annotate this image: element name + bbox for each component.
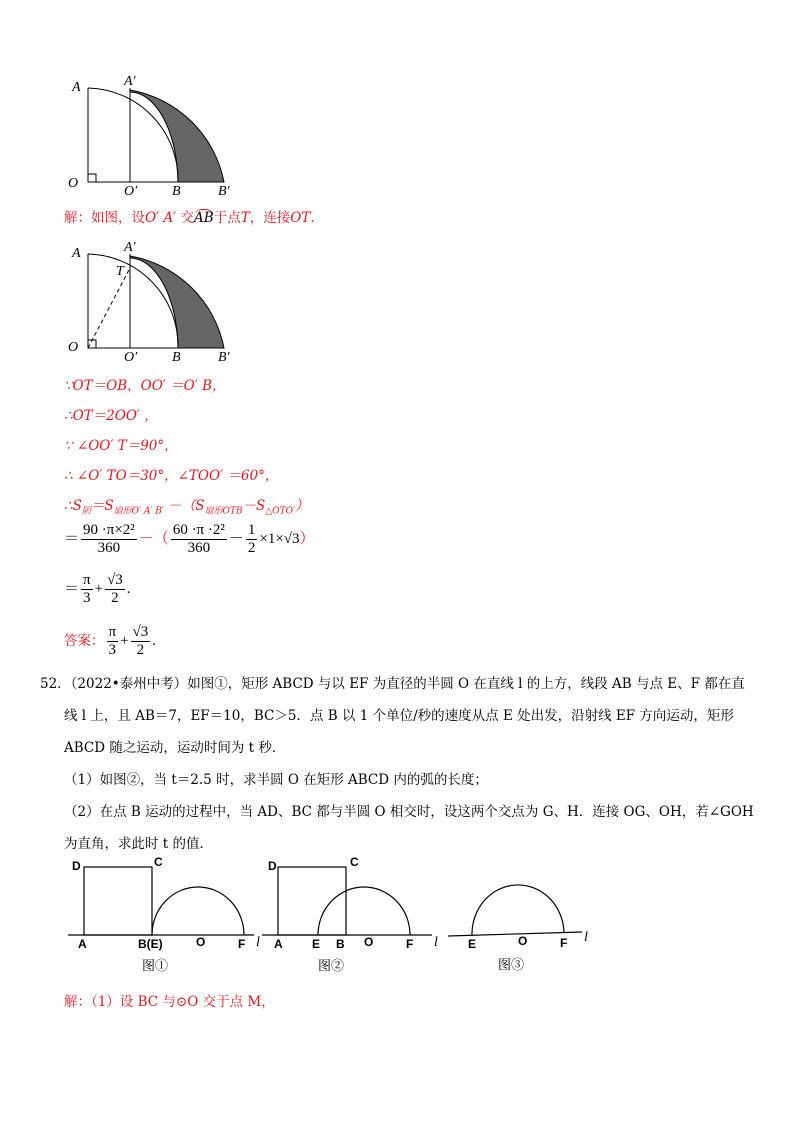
f-eq2: ＝	[64, 580, 80, 597]
step-1: ∵OT＝OB，OO′ ＝O′ B，	[64, 378, 226, 394]
intro-prefix: 解：如图，设	[64, 210, 145, 226]
s5-e: －（S	[163, 498, 205, 514]
step-3: ∵ ∠OO′ T＝90°，	[64, 438, 178, 454]
intro-suffix: 于点	[213, 210, 241, 226]
f-dot: .	[126, 580, 131, 597]
s5-d: 扇形O′ A′ B′	[113, 506, 164, 517]
f3-label-E: E	[468, 937, 477, 951]
problem-line-1: 52．（2022•泰州中考）如图①，矩形 ABCD 与以 EF 为直径的半圆 O 在直线 l 的上方，线段 AB 与点 E、F 都在直	[40, 676, 745, 692]
problem-q3: 为直角，求此时 t 的值．	[64, 836, 214, 852]
intro-dot: .	[310, 210, 315, 226]
intro-end: ，连接	[249, 210, 291, 226]
figure-1	[68, 855, 268, 980]
s5-g: －S	[242, 498, 266, 514]
answer-frac-1-num: π	[108, 624, 117, 640]
intro-ot: OT	[290, 210, 311, 226]
frac-4-den: 3	[83, 590, 91, 606]
formula-line-1	[64, 522, 315, 557]
intro-arc: AB	[194, 210, 214, 226]
answer-frac-2	[131, 624, 151, 659]
problem-q2: （2）在点 B 运动的过程中，当 AD、BC 都与半圆 O 相交时，设这两个交点为 G、H．连接 OG、OH，若∠GOH	[64, 804, 754, 820]
f3-label-O: O	[518, 934, 528, 948]
figure-3	[448, 870, 608, 980]
f1-label-l: l	[256, 935, 260, 950]
answer-frac-2-den: 2	[136, 642, 145, 658]
problem-q1: （1）如图②，当 t＝2.5 时，求半圆 O 在矩形 ABCD 内的弧的长度；	[64, 772, 488, 788]
answer-plus: +	[120, 632, 129, 649]
label-B: B	[172, 350, 181, 365]
frac-2-num: 60 ·π ·2²	[172, 522, 225, 538]
label-B-prime: B′	[218, 184, 230, 199]
f1-label-O: O	[196, 935, 206, 949]
f2-label-A: A	[274, 937, 283, 951]
label-O: O	[68, 176, 79, 191]
f2-label-B: B	[336, 937, 345, 951]
answer-frac-1	[107, 624, 119, 659]
label-A-prime: A′	[124, 74, 136, 89]
frac-5-num: √3	[107, 572, 123, 588]
problem-line-3: ABCD 随之运动，运动时间为 t 秒．	[64, 740, 286, 756]
f-plus: +	[94, 580, 104, 597]
formula-line-2	[64, 572, 131, 607]
intro-oa: O′ A′	[145, 210, 177, 226]
f2-label-l: l	[434, 935, 438, 950]
f3-label-l: l	[584, 930, 588, 945]
f-rest: ×1×√3	[259, 530, 300, 547]
label-A-prime: A′	[124, 240, 136, 255]
s5-a: ∴S	[64, 498, 82, 514]
step-4: ∴ ∠O′ TO＝30°，∠TOO′ ＝60°，	[64, 468, 279, 484]
frac-4	[81, 572, 93, 607]
s5-h: △OTO′	[265, 506, 295, 517]
problem-line-2: 线 l 上，且 AB＝7，EF＝10，BC＞5．点 B 以 1 个单位/秒的速度从点 E 处出发，沿射线 EF 方向运动，矩形	[64, 708, 734, 724]
f2-caption: 图②	[318, 959, 345, 974]
f3-caption: 图③	[498, 958, 525, 973]
label-T: T	[116, 264, 124, 279]
frac-1-den: 360	[97, 540, 121, 556]
s5-c: ＝S	[90, 498, 114, 514]
f-close: ）	[299, 530, 315, 547]
frac-1-num: 90 ·π×2²	[83, 522, 135, 538]
label-B-prime: B′	[218, 350, 230, 365]
f2-label-D: D	[268, 859, 277, 873]
step-2: ∴OT＝2OO′ ，	[64, 408, 158, 424]
f1-label-F: F	[238, 937, 246, 951]
label-A: A	[72, 246, 81, 261]
f-minus: －（	[138, 530, 169, 547]
label-A: A	[72, 80, 81, 95]
answer-line	[64, 624, 156, 659]
solution-intro	[64, 212, 315, 226]
frac-2-den: 360	[187, 540, 211, 556]
figure-quarter-circle-top	[60, 70, 250, 200]
f2-label-F: F	[406, 937, 414, 951]
answer-frac-2-num: √3	[132, 624, 149, 640]
figure-quarter-circle-mid	[60, 236, 250, 366]
f3-label-F: F	[560, 936, 568, 950]
f1-label-C: C	[154, 855, 163, 869]
f1-label-A: A	[78, 937, 87, 951]
frac-3-num: 1	[247, 522, 256, 538]
frac-1	[81, 522, 137, 557]
step-5	[64, 500, 309, 517]
f2-label-O: O	[364, 935, 374, 949]
frac-5-den: 2	[111, 590, 119, 606]
s5-b: 阴	[81, 506, 91, 517]
frac-3-den: 2	[247, 540, 256, 556]
f-eq: ＝	[64, 530, 80, 547]
label-O-prime: O′	[124, 350, 138, 365]
label-O: O	[68, 340, 79, 355]
f1-label-D: D	[72, 859, 81, 873]
label-B: B	[172, 184, 181, 199]
intro-mid: 交	[180, 210, 195, 226]
f1-caption: 图①	[142, 959, 169, 974]
frac-2	[171, 522, 227, 557]
f2-label-C: C	[350, 855, 359, 869]
f-minus2: －	[228, 530, 244, 547]
intro-t: T	[240, 210, 250, 226]
answer-dot: .	[152, 632, 157, 649]
f2-label-E: E	[312, 937, 321, 951]
frac-3	[246, 522, 258, 557]
answer-frac-1-den: 3	[108, 642, 117, 658]
f1-label-BE: B(E)	[138, 937, 163, 951]
solution-2: 解：（1）设 BC 与⊙O 交于点 M，	[64, 994, 275, 1010]
frac-5	[105, 572, 125, 607]
frac-4-num: π	[83, 572, 91, 588]
figure-2	[262, 855, 452, 980]
label-O-prime: O′	[124, 184, 138, 199]
s5-i: ）	[295, 498, 309, 514]
s5-f: 扇形OTB	[204, 506, 243, 517]
answer-label: 答案：	[64, 632, 105, 649]
